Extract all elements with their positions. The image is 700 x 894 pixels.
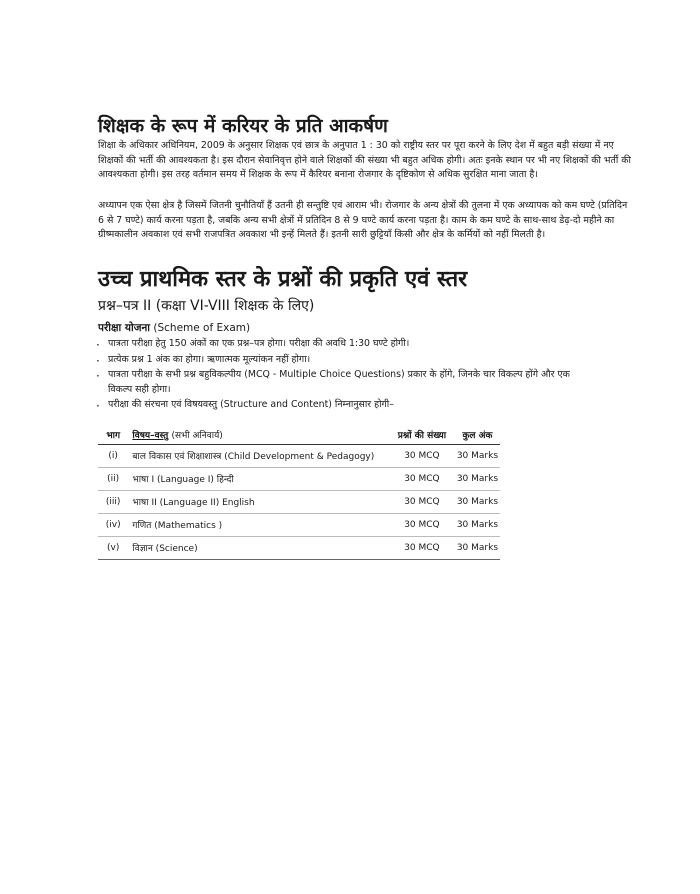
cell-part: (i)	[98, 445, 128, 468]
table-row	[98, 514, 500, 537]
cell-questions: 30 MCQ	[389, 468, 455, 491]
cell-part: (iii)	[98, 491, 128, 514]
cell-subject: गणित (Mathematics )	[128, 514, 389, 537]
paper-subheading: प्रश्न–पत्र II (कक्षा VI-VIII शिक्षक के लिए)	[98, 298, 315, 314]
exam-scheme-label	[98, 321, 250, 335]
header-subject	[128, 424, 389, 445]
cell-questions: 30 MCQ	[389, 491, 455, 514]
exam-rules-list	[98, 337, 578, 414]
cell-subject: भाषा II (Language II) English	[128, 491, 389, 514]
cell-questions: 30 MCQ	[389, 445, 455, 468]
exam-scheme-title: परीक्षा योजना	[98, 322, 151, 334]
paragraph-career-intro: शिक्षा के अधिकार अधिनियम, 2009 के अनुसार शिक्षक एवं छात्र के अनुपात 1 : 30 को राष्ट्रीय स्तर पर पूरा करने के लिए देश में बहुत बड़ी संख्या में नए शिक्षकों की भर्ती की आवश्यकता है। इस दौरान सेवानिवृत्त होने वाले शिक्षकों की संख्या भी बहुत अधिक होगी। अतः इनके स्थान पर भी नए शिक्षकों की भर्ती की आवश्यकता होगी। इस तरह वर्तमान समय में शिक्षक के रूप में कैरियर बनाना रोजगार के दृष्टिकोण से अधिक सुरक्षित माना जाता है।	[98, 140, 631, 181]
cell-marks: 30 Marks	[455, 445, 500, 468]
cell-subject: भाषा I (Language I) हिन्दी	[128, 468, 389, 491]
cell-part: (ii)	[98, 468, 128, 491]
section-heading-question-nature: उच्च प्राथमिक स्तर के प्रश्नों की प्रकृति एवं स्तर	[98, 267, 468, 292]
section-heading-career: शिक्षक के रूप में करियर के प्रति आकर्षण	[98, 115, 388, 137]
cell-questions: 30 MCQ	[389, 537, 455, 560]
cell-subject: बाल विकास एवं शिक्षाशास्त्र (Child Development & Pedagogy)	[128, 445, 389, 468]
cell-part: (iv)	[98, 514, 128, 537]
cell-marks: 30 Marks	[455, 491, 500, 514]
cell-subject: विज्ञान (Science)	[128, 537, 389, 560]
list-item: · पात्रता परीक्षा हेतु 150 अंकों का एक प्रश्न–पत्र होगा। परीक्षा की अवधि 1:30 घण्टे होगी।	[98, 337, 578, 352]
list-item: · परीक्षा की संरचना एवं विषयवस्तु (Structure and Content) निम्नानुसार होगी–	[98, 398, 578, 413]
header-part: भाग	[98, 424, 128, 445]
table-row	[98, 468, 500, 491]
cell-marks: 30 Marks	[455, 468, 500, 491]
table-header-row	[98, 424, 500, 445]
header-questions: प्रश्नों की संख्या	[389, 424, 455, 445]
cell-questions: 30 MCQ	[389, 514, 455, 537]
cell-part: (v)	[98, 537, 128, 560]
header-subject-note: (सभी अनिवार्य)	[171, 431, 223, 441]
table-row	[98, 445, 500, 468]
list-item: · पात्रता परीक्षा के सभी प्रश्न बहुविकल्पीय (MCQ - Multiple Choice Questions) प्रकार के होंगे, जिनके चार विकल्प होंगे और एक विकल्प सही होगा।	[98, 368, 578, 397]
header-subject-title: विषय–वस्तु	[132, 431, 169, 441]
exam-scheme-english: (Scheme of Exam)	[153, 322, 251, 334]
cell-marks: 30 Marks	[455, 537, 500, 560]
table-row	[98, 491, 500, 514]
cell-marks: 30 Marks	[455, 514, 500, 537]
table-row	[98, 537, 500, 560]
paragraph-career-benefits: अध्यापन एक ऐसा क्षेत्र है जिसमें जितनी चुनौतियाँ हैं उतनी ही सन्तुष्टि एवं आराम भी। रोजगार के अन्य क्षेत्रों की तुलना में एक अध्यापक को कम घण्टे (प्रतिदिन 6 से 7 घण्टे) कार्य करना पड़ता है, जबकि अन्य सभी क्षेत्रों में प्रतिदिन 8 से 9 घण्टे कार्य करना पड़ता है। काम के कम घण्टे के साथ-साथ डेढ़-दो महीने का ग्रीष्मकालीन अवकाश एवं सभी राजपत्रित अवकाश भी इन्हें मिलते हैं। इतनी सारी छुट्टियाँ किसी और क्षेत्र के कर्मियों को नहीं मिलती है।	[98, 200, 628, 241]
list-item: · प्रत्येक प्रश्न 1 अंक का होगा। ऋणात्मक मूल्यांकन नहीं होगा।	[98, 353, 578, 368]
header-marks: कुल अंक	[455, 424, 500, 445]
exam-structure-table	[98, 424, 500, 560]
